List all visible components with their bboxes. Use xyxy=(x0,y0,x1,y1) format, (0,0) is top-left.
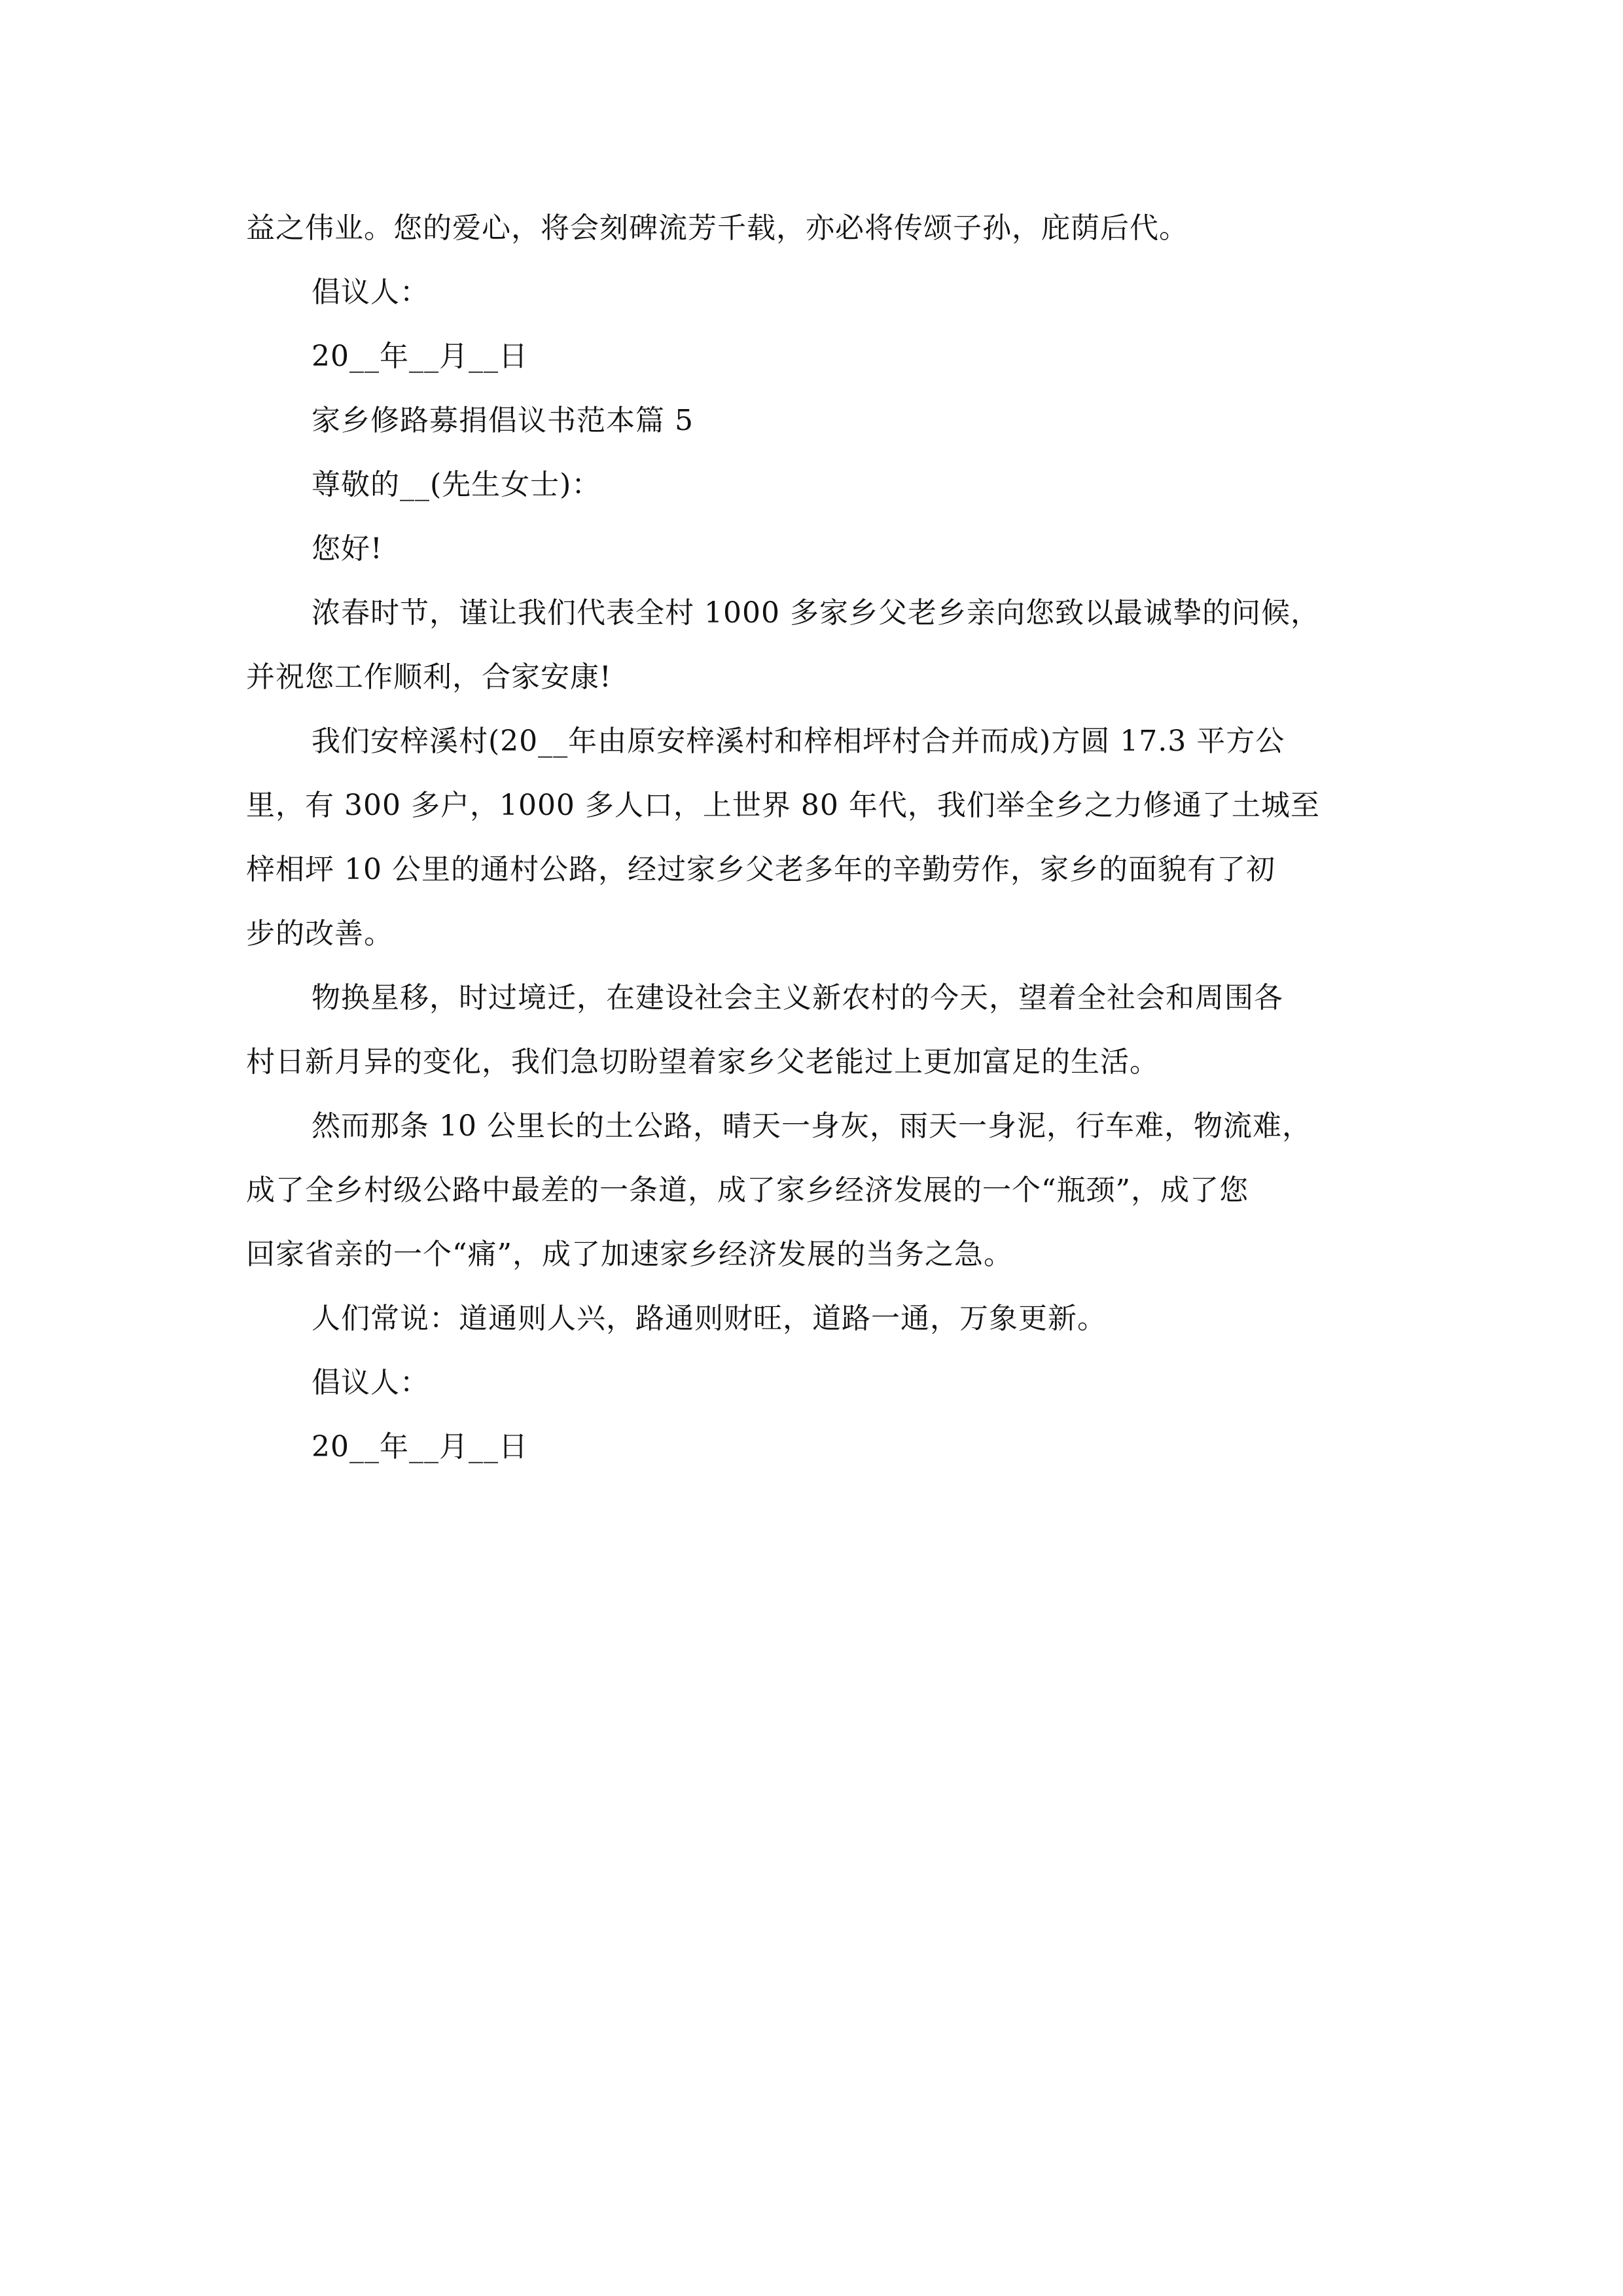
text-line: 成了全乡村级公路中最差的一条道，成了家乡经济发展的一个“瓶颈”，成了您 xyxy=(246,1174,1249,1207)
text-line: 里，有 300 多户，1000 多人口，上世界 80 年代，我们举全乡之力修通了土城至 xyxy=(246,789,1320,822)
text-line: 益之伟业。您的爱心，将会刻碑流芳千载，亦必将传颂子孙，庇荫后代。 xyxy=(246,211,1188,245)
section-title: 家乡修路募捐倡议书范本篇 5 xyxy=(312,404,694,437)
text-line: 村日新月异的变化，我们急切盼望着家乡父老能过上更加富足的生活。 xyxy=(246,1045,1159,1079)
text-line: 回家省亲的一个“痛”，成了加速家乡经济发展的当务之急。 xyxy=(246,1238,1013,1271)
text-line: 步的改善。 xyxy=(246,917,393,950)
document-body xyxy=(246,196,1398,1479)
salutation: 尊敬的__(先生女士)： xyxy=(312,468,601,501)
date-line: 20__年__月__日 xyxy=(312,1430,528,1463)
text-line: 我们安梓溪村(20__年由原安梓溪村和梓相坪村合并而成)方圆 17.3 平方公 xyxy=(312,725,1285,758)
greeting: 您好! xyxy=(312,532,383,565)
text-line: 并祝您工作顺利，合家安康! xyxy=(246,660,612,694)
text-line: 梓相坪 10 公里的通村公路，经过家乡父老多年的辛勤劳作，家乡的面貌有了初 xyxy=(246,853,1275,886)
text-line: 浓春时节，谨让我们代表全村 1000 多家乡父老乡亲向您致以最诚挚的问候， xyxy=(312,596,1320,630)
text-line: 物换星移，时过境迁，在建设社会主义新农村的今天，望着全社会和周围各 xyxy=(312,981,1283,1014)
text-line: 然而那条 10 公里长的土公路，晴天一身灰，雨天一身泥，行车难，物流难， xyxy=(312,1109,1311,1143)
signature-label: 倡议人： xyxy=(312,1366,429,1399)
text-line: 人们常说：道通则人兴，路通则财旺，道路一通，万象更新。 xyxy=(312,1302,1107,1335)
date-line: 20__年__月__日 xyxy=(312,340,528,373)
signature-label: 倡议人： xyxy=(312,276,429,309)
